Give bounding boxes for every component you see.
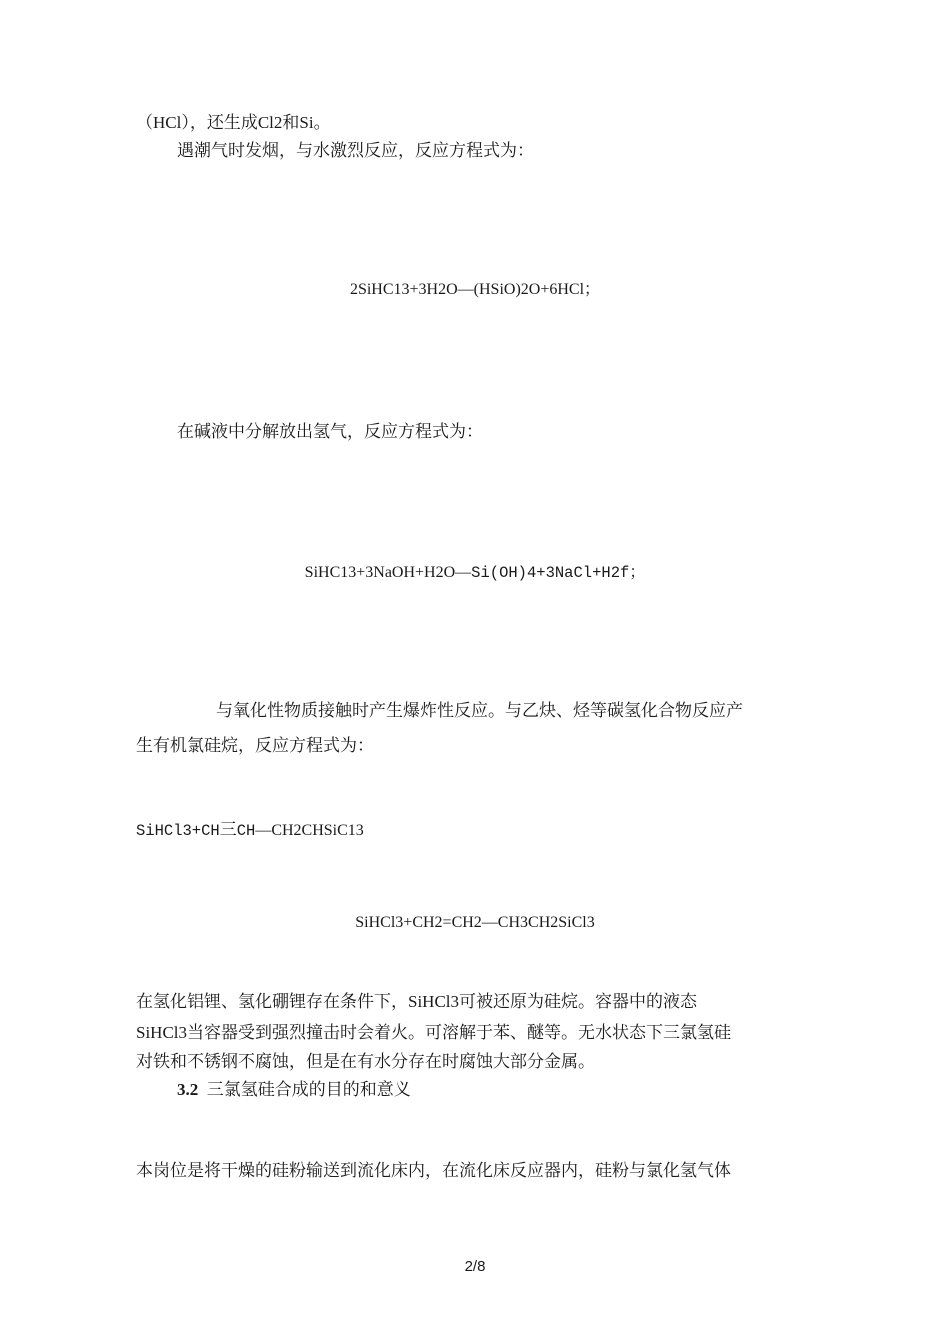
equation-2-part: Si(OH)4+3NaCl+H2f xyxy=(471,564,630,582)
equation-4: SiHCl3+CH2=CH2—CH3CH2SiCl3 xyxy=(355,914,595,931)
text-line: 在碱液中分解放出氢气，反应方程式为： xyxy=(177,422,483,441)
equation-1: 2SiHC13+3H2O—(HSiO)2O+6HCl； xyxy=(349,281,601,298)
text-line: 在氢化铝锂、氢化硼锂存在条件下，SiHCl3可被还原为硅烷。容器中的液态 xyxy=(136,992,698,1011)
equation-3-part: —CH2CHSiC13 xyxy=(255,822,364,839)
text-line: SiHCl3当容器受到强烈撞击时会着火。可溶解于苯、醚等。无水状态下三氯氢硅 xyxy=(136,1023,732,1042)
equation-3-part: CH xyxy=(236,822,256,840)
equation-3-part: SiHCl3+CH xyxy=(136,822,220,840)
equation-2-part: ； xyxy=(629,564,646,581)
text-line: 与氧化性物质接触时产生爆炸性反应。与乙炔、烃等碳氢化合物反应产 xyxy=(216,701,743,720)
text-line: 遇潮气时发烟，与水激烈反应，反应方程式为： xyxy=(177,141,534,160)
text-line: 本岗位是将干燥的硅粉输送到流化床内，在流化床反应器内，硅粉与氯化氢气体 xyxy=(136,1161,731,1180)
page-number: 2/8 xyxy=(464,1258,486,1275)
equation-3 xyxy=(136,819,364,842)
equation-2-part: SiHC13+3NaOH+H2O— xyxy=(304,564,472,581)
text-line: （HCl），还生成Cl2和Si。 xyxy=(136,113,331,132)
equation-2 xyxy=(0,562,950,584)
section-heading xyxy=(177,1079,411,1101)
section-number: 3.2 xyxy=(177,1080,199,1099)
text-line: 对铁和不锈钢不腐蚀，但是在有水分存在时腐蚀大部分金属。 xyxy=(136,1052,595,1071)
section-title: 三氯氢硅合成的目的和意义 xyxy=(206,1080,411,1099)
equation-3-part: 三 xyxy=(219,820,237,839)
text-line: 生有机氯硅烷，反应方程式为： xyxy=(136,736,374,755)
